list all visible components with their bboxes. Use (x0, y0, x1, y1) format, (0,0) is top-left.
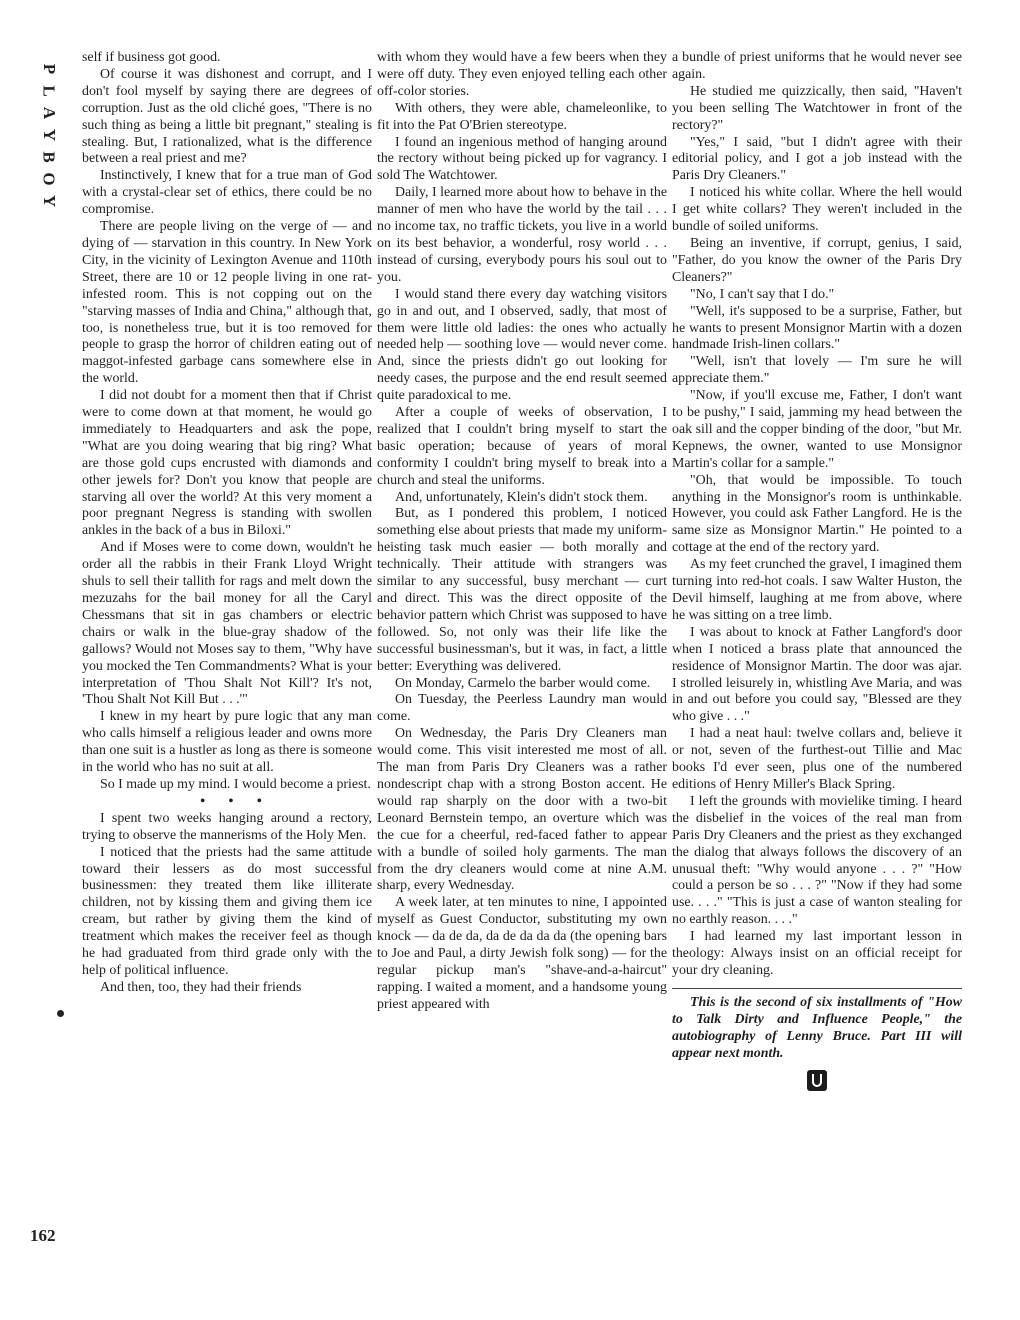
paragraph: On Monday, Carmelo the barber would come. (395, 675, 651, 691)
text-column-3 (672, 50, 962, 1091)
margin-bullet-mark (57, 1010, 64, 1017)
paragraph: I had a neat haul: twelve collars and, believe it or not, seven of the furthest-out Tillie and Mac books I'd ever seen, plus one of the numbered editions of Henry Miller's Black Spring. (672, 726, 962, 792)
installment-note: This is the second of six installments of "How to Talk Dirty and Influence People," the autobiography of Lenny Bruce. Part III will appear next month. (672, 994, 962, 1061)
text-column-1 (82, 50, 372, 997)
paragraph: I would stand there every day watching visitors go in and out, and I observed, sadly, that most of them were little old ladies: the ones who actually needed help — soothing love — would never come. And, since the priests didn't go out looking for needy cases, the purpose and the end result seemed quite paradoxical to me. (377, 286, 667, 404)
paragraph: But, as I pondered this problem, I noticed something else about priests that made my uniform-heisting task much easier — both morally and technically. Their attitude with strangers was similar to any successful, busy merchant — curt and direct. This was the direct opposite of the behavior pattern which Christ was supposed to have followed. So, not only was their life like the successful businessman's, but it was, in fact, a little better: Everything was delivered. (377, 506, 667, 674)
rabbit-head-icon (807, 1070, 827, 1091)
magazine-letter: Y (40, 194, 59, 208)
paragraph: I left the grounds with movielike timing. I heard the disbelief in the voices of the real man from Paris Dry Cleaners and the priest as they exchanged the dialog that always follows the discovery of an unusual theft: "Why would anyone . . . ?" "How could a person be so . . . ?" "Now if they had some use. . . ." "This is just a case of wanton stealing for no earthly reason. . . ." (672, 793, 962, 928)
paragraph: And, unfortunately, Klein's didn't stock them. (395, 489, 648, 505)
paragraph: "Yes," I said, "but I didn't agree with their editorial policy, and I got a job instead with the Paris Dry Cleaners." (672, 134, 962, 184)
text-column-2 (377, 50, 667, 1014)
paragraph: "Well, isn't that lovely — I'm sure he will appreciate them." (672, 354, 962, 387)
magazine-letter: P (39, 63, 59, 75)
paragraph: With others, they were able, chameleonlike, to fit into the Pat O'Brien stereotype. (377, 100, 667, 133)
paragraph: I did not doubt for a moment then that if Christ were to come down at that moment, he would go immediately to Headquarters and ask the pope, "What are you doing wearing that big ring? What are those gold cups encrusted with diamonds and other jewels for? Don't you know that people are starving all over the world? At this very moment a poor pregnant Negress is standing with swollen ankles in the back of a bus in Biloxi." (82, 388, 372, 539)
paragraph: On Wednesday, the Paris Dry Cleaners man would come. This visit interested me most of all. The man from Paris Dry Cleaners was a rather nondescript chap with a strong Boston accent. He would rap sharply on the door with a two-bit Leonard Bernstein tempo, an overture which was the cue for a cheerful, red-faced father to appear with a bundle of soiled holy garments. The man from the dry cleaners would come at nine A.M. sharp, every Wednesday. (377, 726, 667, 894)
paragraph: After a couple of weeks of observation, I realized that I couldn't bring myself to start the basic operation; because of years of moral conformity I couldn't bring myself to break into a church and steal the uniforms. (377, 405, 667, 488)
paragraph: "Oh, that would be impossible. To touch anything in the Monsignor's room is unthinkable. However, you could ask Father Langford. He is the same size as Monsignor Martin." He pointed to a cottage at the end of the rectory yard. (672, 472, 962, 556)
page-number: 162 (30, 1226, 56, 1245)
magazine-letter: B (40, 151, 59, 163)
paragraph: "No, I can't say that I do." (690, 286, 835, 302)
paragraph: I had learned my last important lesson in theology: Always insist on an official receipt for your dry cleaning. (672, 929, 962, 978)
paragraph: "Now, if you'll excuse me, Father, I don't want to be pushy," I said, jamming my head between the oak sill and the copper binding of the door, "but Mr. Kepnews, the owner, wanted to use Monsignor Martin's collar for a sample." (672, 388, 962, 471)
paragraph: There are people living on the verge of — and dying of — starvation in this country. In New York City, in the vicinity of Lexington Avenue and 110th Street, there are 10 or 12 people living in one rat-infested room. This is not copping out on the "starving masses of India and China," although that, too, is nonetheless true, but it is too removed for people to grasp the horror of children eating out of maggot-infested garbage cans somewhere else in the world. (82, 219, 372, 387)
paragraph: I noticed that the priests had the same attitude toward their lessers as do most successful businessmen: they treated them like illiterate children, not by kissing them and giving them ice cream, but rather by giving them the kind of treatment which makes the receiver feel as though he had graduated from third grade only with the help of political influence. (82, 844, 372, 978)
paragraph: "Well, it's supposed to be a surprise, Father, but he wants to present Monsignor Martin with a dozen handmade Irish-linen collars." (672, 303, 962, 353)
paragraph: As my feet crunched the gravel, I imagined them turning into red-hot coals. I saw Walter Huston, the Devil himself, laughing at me from above, where he was sitting on a tree limb. (672, 557, 962, 623)
paragraph: So I made up my mind. I would become a priest. (100, 776, 371, 792)
magazine-letter: L (40, 85, 59, 97)
magazine-letter: Y (40, 128, 59, 142)
paragraph: And then, too, they had their friends (100, 979, 302, 995)
paragraph: I spent two weeks hanging around a rectory, trying to observe the mannerisms of the Holy Men. (82, 810, 372, 843)
paragraph: with whom they would have a few beers when they were off duty. They even enjoyed telling each other off-color stories. (377, 50, 667, 99)
paragraph: Instinctively, I knew that for a true man of God with a crystal-clear set of ethics, there could be no compromise. (82, 168, 372, 218)
paragraph: I noticed his white collar. Where the hell would I get white collars? They weren't included in the bundle of soiled uniforms. (672, 185, 962, 235)
paragraph: self if business got good. (82, 50, 221, 65)
paragraph: He studied me quizzically, then said, "Haven't you been selling The Watchtower in front of the rectory?" (672, 83, 962, 133)
divider-rule (672, 988, 962, 989)
section-separator: • • • (200, 793, 272, 809)
paragraph: I found an ingenious method of hanging around the rectory without being picked up for vagrancy. I sold The Watchtower. (377, 134, 667, 184)
paragraph: Being an inventive, if corrupt, genius, I said, "Father, do you know the owner of the Paris Dry Cleaners?" (672, 235, 962, 285)
magazine-letter: O (39, 172, 59, 186)
paragraph: a bundle of priest uniforms that he would never see again. (672, 50, 962, 82)
magazine-letter: A (40, 106, 59, 120)
paragraph: Daily, I learned more about how to behave in the manner of men who have the world by the tail . . . no income tax, no traffic tickets, you live in a world on its best behavior, a wonderful, rosy world . . . instead of cursing, everybody pours his soul out to you. (377, 185, 667, 285)
paragraph: On Tuesday, the Peerless Laundry man would come. (377, 692, 667, 725)
paragraph: Of course it was dishonest and corrupt, and I don't fool myself by saying there are degrees of corruption. Just as the old cliché goes, "There is no such thing as being a little bit pregnant," stealing is stealing. But, I rationalized, what is the difference between a real priest and me? (82, 66, 372, 167)
paragraph: And if Moses were to come down, wouldn't he order all the rabbis in their Frank Lloyd Wright shuls to sell their tallith for rags and melt down the mezuzahs for the bail money for all the Caryl Chessmans that sit in gas chambers or electric chairs or walk in the blue-gray shadow of the gallows? Would not Moses say to them, "Why have you mocked the Ten Commandments? What is your interpretation of 'Thou Shalt Not Kill'? It's not, 'Thou Shalt Not Kill But . . .'" (82, 540, 372, 708)
magazine-name-vertical (36, 58, 62, 212)
paragraph: I was about to knock at Father Langford's door when I noticed a brass plate that announced the residence of Monsignor Martin. The door was ajar. I strolled leisurely in, whistling Ave Maria, and was in and out before you could say, "Blessed are they who give . . ." (672, 624, 962, 725)
paragraph: A week later, at ten minutes to nine, I appointed myself as Guest Conductor, substituting my own knock — da de da, da de da da da (the opening bars to Joe and Paul, a dirty Jewish folk song) — for the regular pickup man's "shave-and-a-haircut" rapping. I waited a moment, and a handsome young priest appeared with (377, 895, 667, 1012)
paragraph: I knew in my heart by pure logic that any man who calls himself a religious leader and owns more than one suit is a hustler as long as there is someone in the world who has no suit at all. (82, 709, 372, 776)
